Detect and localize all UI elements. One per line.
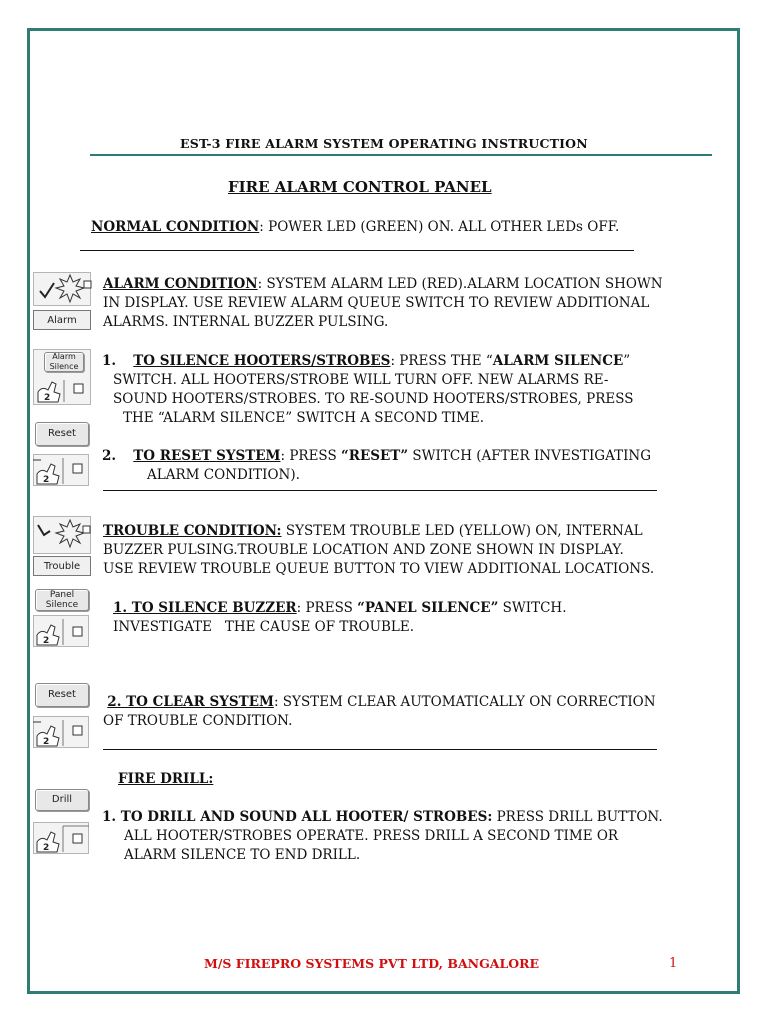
trouble-line2: BUZZER PULSING.TROUBLE LOCATION AND ZONE SHOWN IN DISPLAY. xyxy=(103,542,624,558)
trouble-line1: SYSTEM TROUBLE LED (YELLOW) ON, INTERNAL xyxy=(281,523,643,539)
alarm-step1-line3: SOUND HOOTERS/STROBES. TO RE-SOUND HOOTERS/STROBES, PRESS xyxy=(113,391,634,407)
section-rule xyxy=(103,749,657,750)
section-rule xyxy=(103,490,657,491)
hand-digit: 2 xyxy=(43,636,50,646)
trouble-step1 xyxy=(113,599,733,637)
reset-hand-icon xyxy=(33,454,89,486)
drill-hand-icon xyxy=(33,822,89,854)
alarm-step2-t1: : PRESS xyxy=(280,448,341,464)
trouble-step1-heading: 1. TO SILENCE BUZZER xyxy=(113,600,297,616)
page-number: 1 xyxy=(669,956,678,971)
trouble-step1-t1c: SWITCH. xyxy=(498,600,567,616)
alarm-step1-t1b: ALARM SILENCE xyxy=(492,353,624,369)
clear-hand-icon xyxy=(33,716,89,748)
trouble-led-panel xyxy=(33,516,91,554)
drill-step-heading: 1. TO DRILL AND SOUND ALL HOOTER/ STROBES: xyxy=(102,809,493,825)
alarm-step1-heading: TO SILENCE HOOTERS/STROBES xyxy=(133,353,391,369)
panel-silence-hand-icon xyxy=(33,615,89,647)
alarm-silence-key-line1: Alarm xyxy=(52,352,76,361)
hand-pointer-icon xyxy=(36,378,88,404)
drill-line3: ALARM SILENCE TO END DRILL. xyxy=(124,847,361,863)
hand-digit: 2 xyxy=(43,843,50,853)
trouble-key: Trouble xyxy=(33,556,91,576)
drill-step1 xyxy=(102,808,742,865)
drill-key: Drill xyxy=(35,789,89,811)
drill-t1: PRESS DRILL BUTTON. xyxy=(492,809,663,825)
trouble-condition xyxy=(103,522,743,579)
alarm-step1-t1c: ” xyxy=(623,353,631,369)
alarm-line3: ALARMS. INTERNAL BUZZER PULSING. xyxy=(103,314,389,330)
alarm-step2-line2: ALARM CONDITION). xyxy=(147,467,300,483)
drill-line2: ALL HOOTER/STROBES OPERATE. PRESS DRILL A SECOND TIME OR xyxy=(124,828,619,844)
reset-key: Reset xyxy=(35,422,89,446)
panel-silence-key-line2: Silence xyxy=(45,600,79,610)
clear-reset-key: Reset xyxy=(35,683,89,707)
header-rule xyxy=(90,154,712,156)
trouble-step2-heading: 2. TO CLEAR SYSTEM xyxy=(107,694,274,710)
normal-condition xyxy=(91,218,619,237)
alarm-step1-line2: SWITCH. ALL HOOTERS/STROBE WILL TURN OFF. NEW ALARMS RE- xyxy=(113,372,609,388)
trouble-step2 xyxy=(103,693,743,731)
drill-heading: FIRE DRILL: xyxy=(118,771,214,787)
alarm-key: Alarm xyxy=(33,310,91,330)
alarm-line2: IN DISPLAY. USE REVIEW ALARM QUEUE SWITCH TO REVIEW ADDITIONAL xyxy=(103,295,650,311)
normal-heading: NORMAL CONDITION xyxy=(91,219,260,235)
document-header: EST-3 FIRE ALARM SYSTEM OPERATING INSTRUCTION xyxy=(180,136,588,151)
hand-digit: 2 xyxy=(43,475,50,485)
alarm-condition xyxy=(103,275,723,332)
panel-silence-key-line1: Panel xyxy=(49,590,75,600)
trouble-step1-line2: INVESTIGATE THE CAUSE OF TROUBLE. xyxy=(113,619,415,635)
alarm-silence-key-line2: Silence xyxy=(49,362,79,371)
trouble-step1-t1: : PRESS xyxy=(296,600,358,616)
alarm-heading: ALARM CONDITION xyxy=(103,276,258,292)
normal-text: : POWER LED (GREEN) ON. ALL OTHER LEDs OFF. xyxy=(259,219,620,235)
section-rule xyxy=(80,250,634,251)
alarm-step1 xyxy=(102,352,722,428)
trouble-line3: USE REVIEW TROUBLE QUEUE BUTTON TO VIEW ADDITIONAL LOCATIONS. xyxy=(103,561,655,577)
trouble-heading: TROUBLE CONDITION: xyxy=(103,523,282,539)
alarm-step2-heading: TO RESET SYSTEM xyxy=(133,448,281,464)
trouble-led-icon xyxy=(34,517,92,555)
hand-digit: 2 xyxy=(43,737,50,747)
hand-digit: 2 xyxy=(44,393,51,403)
alarm-step1-t1: : PRESS THE “ xyxy=(390,353,493,369)
alarm-step2-t1b: “RESET” xyxy=(340,448,409,464)
alarm-step1-num: 1. xyxy=(102,353,117,369)
alarm-step2 xyxy=(102,447,722,485)
alarm-line1: : SYSTEM ALARM LED (RED).ALARM LOCATION SHOWN xyxy=(257,276,663,292)
panel-silence-key xyxy=(35,589,89,611)
alarm-led-panel xyxy=(33,272,91,306)
alarm-led-icon xyxy=(34,273,92,307)
panel-title: FIRE ALARM CONTROL PANEL xyxy=(228,178,492,196)
trouble-step2-t1: : SYSTEM CLEAR AUTOMATICALLY ON CORRECTION xyxy=(273,694,656,710)
alarm-step2-t1c: SWITCH (AFTER INVESTIGATING xyxy=(408,448,652,464)
trouble-step1-t1b: “PANEL SILENCE” xyxy=(357,600,499,616)
trouble-step2-line2: OF TROUBLE CONDITION. xyxy=(103,713,293,729)
footer-company: M/S FIREPRO SYSTEMS PVT LTD, BANGALORE xyxy=(204,956,540,971)
alarm-step1-line4: THE “ALARM SILENCE” SWITCH A SECOND TIME. xyxy=(123,410,485,426)
alarm-silence-key xyxy=(44,352,84,372)
alarm-step2-num: 2. xyxy=(102,448,117,464)
